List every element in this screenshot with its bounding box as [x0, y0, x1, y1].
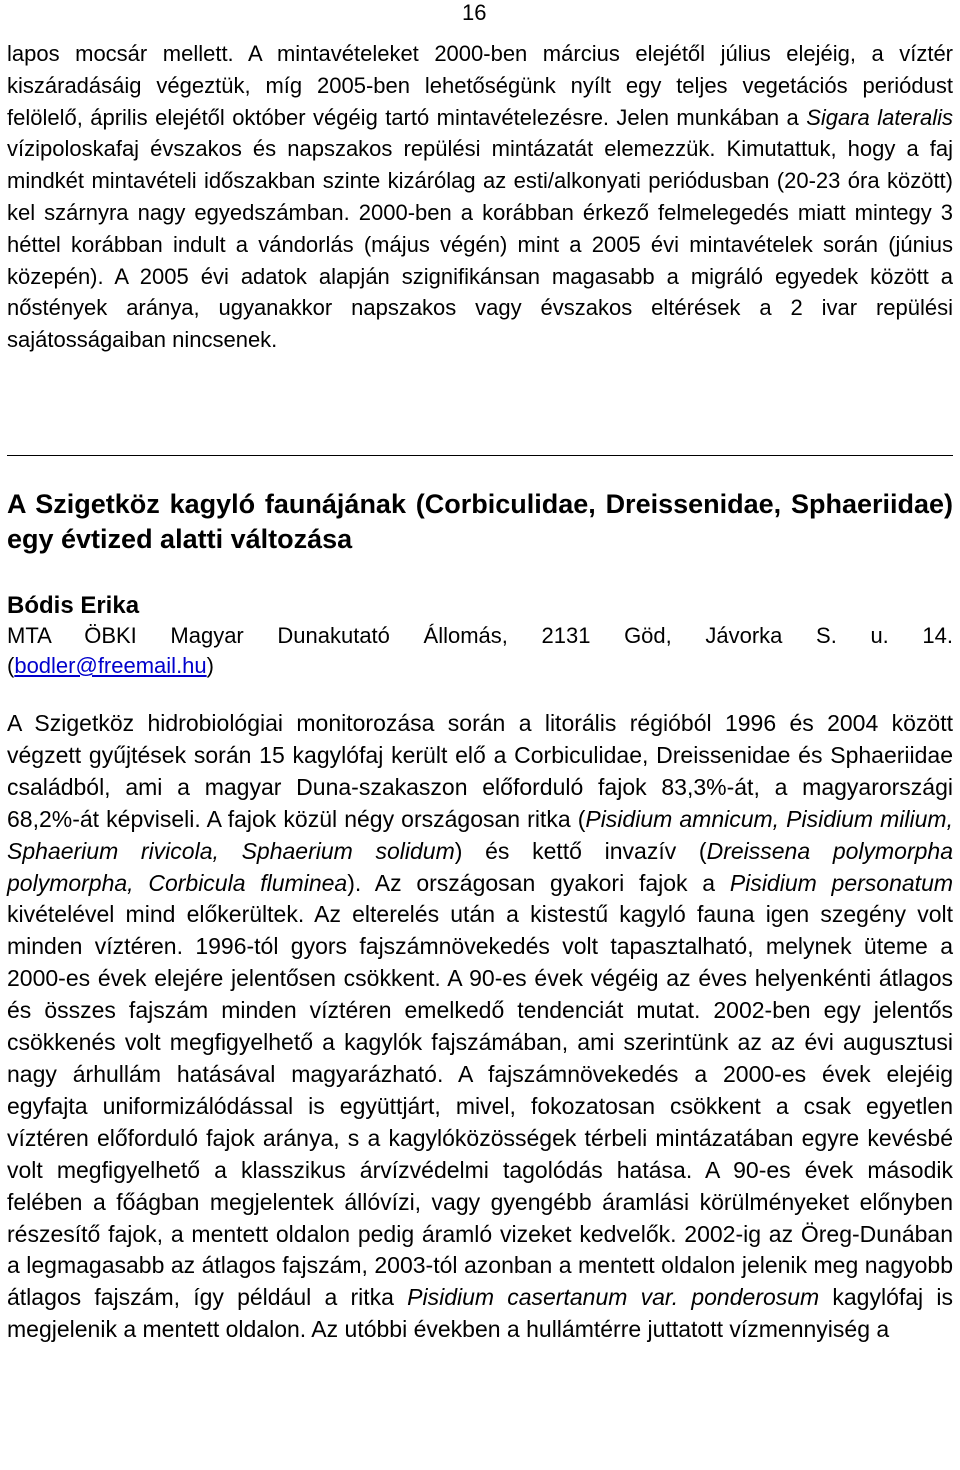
article-author: Bódis Erika [7, 592, 140, 619]
section-divider [7, 455, 953, 456]
abstract-text-5: kagylófaj is megjelenik a mentett oldalon. Az utóbbi években a hullámtérre juttatott vízmennyiség a [7, 1284, 953, 1343]
email-close-paren: ) [206, 653, 214, 678]
author-email-line [7, 651, 214, 681]
author-email-link[interactable]: bodler@freemail.hu [14, 653, 207, 678]
abstract-paragraph [7, 708, 953, 1346]
abstract-text-4: kivételével mind előkerültek. Az elterelés után a kistestű kagyló fauna igen szegény volt minden víztéren. 1996-tól gyors fajszámnövekedés volt tapasztalható, melynek üteme a 2000-es évek elejére jelentősen csökkent. A 90-es évek végéig az éves helyenkénti átlagos és összes fajszám minden víztéren emelkedő tendenciát mutat. 2002-ben egy jelentős csökkenés volt megfigyelhető a kagylók fajszámában, ami szerintünk az az évi augusztusi nagy árhullám hatásával magyarázható. A fajszámnövekedés a 2000-es évek elejéig egyfajta uniformizálódással is együttjárt, mivel, fokozatosan csökkent a csak egyetlen víztéren előforduló fajok aránya, s a kagylóközösségek térbeli mintázatában egyre kevésbé volt megfigyelhető a klasszikus árvízvédelmi tagolódás hatása. A 90-es évek második felében a főágban megjelentek állóvízi, vagy gyengébb áramlási körülményeket előnyben részesítő fajok, a mentett oldalon pedig áramló vizeket kedvelők. 2002-ig az Öreg-Dunában a legmagasabb az átlagos fajszám, 2003-tól azonban a mentett oldalon jelenik meg nagyobb átlagos fajszám, így például a ritka [7, 901, 953, 1311]
abstract-text-3: ). Az országosan gyakori fajok a [347, 869, 730, 896]
article-title: A Szigetköz kagyló faunájának (Corbiculidae, Dreissenidae, Sphaeriidae) egy évtized alatti változása [7, 489, 953, 554]
intro-paragraph [7, 38, 953, 356]
intro-text-1: lapos mocsár mellett. A mintavételeket 2000-ben március elejétől július elejéig, a víztér kiszáradásáig végeztük, míg 2005-ben lehetőségünk nyílt egy teljes vegetációs periódust felölelő, április elejétől október végéig tartó mintavételezésre. Jelen munkában a [7, 41, 953, 130]
abstract-absent-species: Pisidium personatum [729, 869, 954, 896]
abstract-invasive-species: Dreissena polymorpha polymorpha, Corbicula fluminea [7, 837, 953, 896]
email-open-paren: ( [7, 653, 15, 678]
author-affiliation: MTA ÖBKI Magyar Dunakutató Állomás, 2131 Göd, Jávorka S. u. 14. [7, 623, 953, 648]
intro-text-2: vízipoloskafaj évszakos és napszakos repülési mintázatát elemezzük. Kimutattuk, hogy a faj mindkét mintavételi időszakban szinte kizárólag az esti/alkonyati periódusban (20-23 óra között) kel szárnyra nagy egyedszámban. 2000-ben a korábban érkező felmelegedés miatt mintegy 3 héttel korábban indult a vándorlás (május végén) mint a 2005 évi mintavételek során (június közepén). A 2005 évi adatok alapján szignifikánsan magasabb a migráló egyedek között a nőstények aránya, ugyanakkor napszakos vagy évszakos eltérések a 2 ivar repülési sajátosságaiban nincsenek. [7, 136, 953, 353]
abstract-text-1: A Szigetköz hidrobiológiai monitorozása során a litorális régióból 1996 és 2004 között végzett gyűjtések során 15 kagylófaj került elő a Corbiculidae, Dreissenidae és Sphaeriidae családból, ami a magyar Duna-szakaszon előforduló fajok 83,3%-át, a magyarországi 68,2%-át képviseli. A fajok közül négy országosan ritka ( [7, 710, 953, 832]
abstract-rare-variety: Pisidium casertanum var. ponderosum [407, 1284, 820, 1311]
abstract-text-2: ) és kettő invazív ( [454, 837, 707, 864]
page-number: 16 [462, 0, 487, 25]
abstract-rare-species: Pisidium amnicum, Pisidium milium, Sphaerium rivicola, Sphaerium solidum [7, 805, 953, 864]
intro-species-name: Sigara lateralis [806, 104, 954, 130]
